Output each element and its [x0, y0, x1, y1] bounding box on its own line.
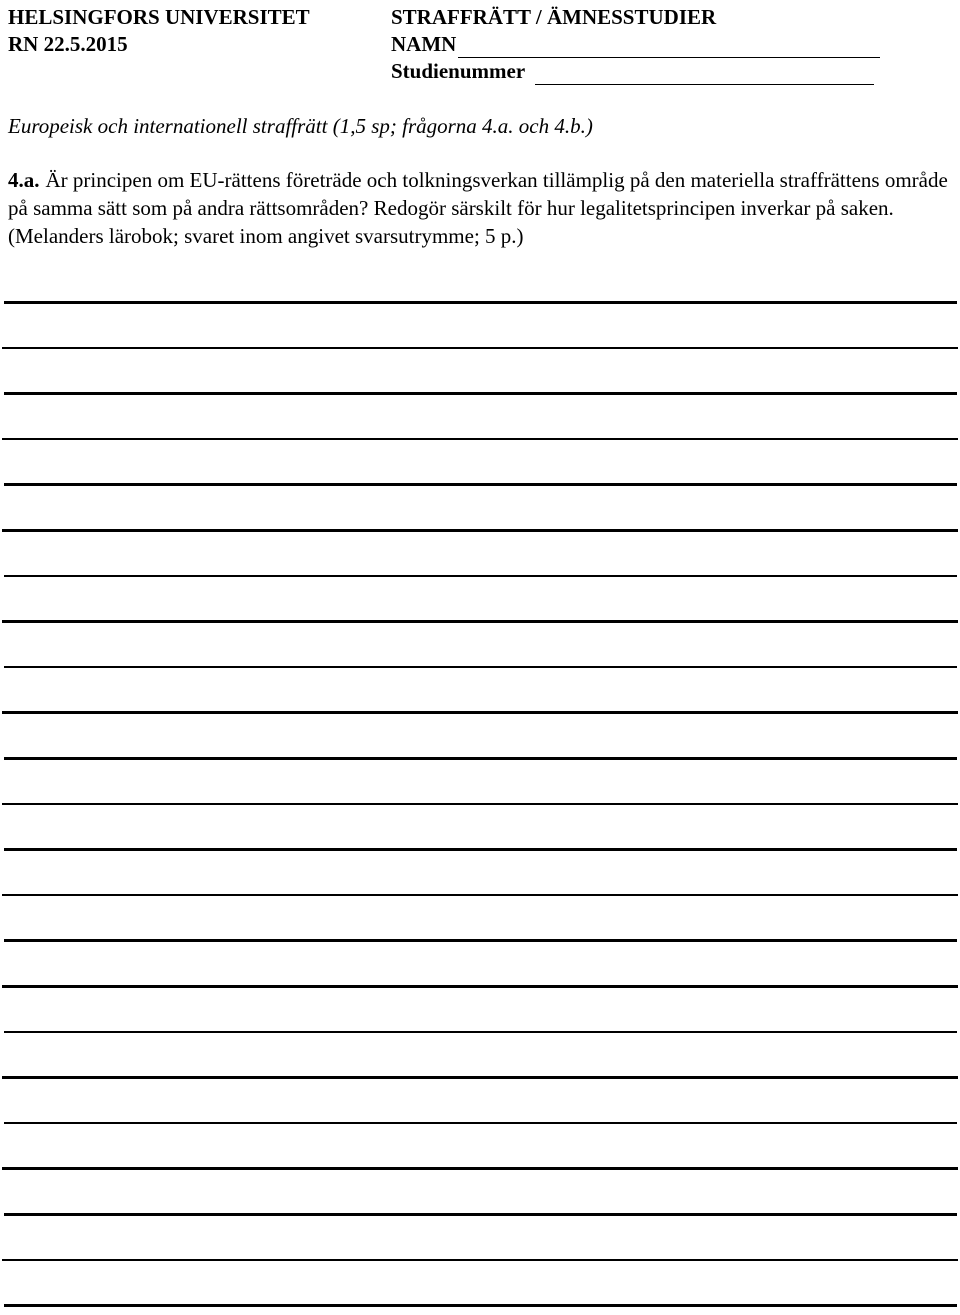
answer-line — [2, 711, 958, 714]
answer-line — [2, 1167, 958, 1170]
exam-date: RN 22.5.2015 — [8, 32, 128, 56]
answer-line — [2, 1259, 958, 1262]
answer-line — [4, 666, 957, 669]
answer-line — [2, 620, 958, 623]
header-left — [8, 4, 310, 58]
answer-line — [4, 575, 957, 578]
student-number-row — [391, 58, 880, 85]
student-number-field[interactable] — [535, 64, 874, 85]
name-field[interactable] — [458, 37, 880, 58]
answer-line — [2, 985, 958, 988]
answer-line — [4, 1031, 957, 1034]
answer-line — [2, 438, 958, 441]
answer-line — [4, 1213, 957, 1216]
answer-line — [4, 757, 957, 760]
answer-line — [4, 939, 957, 942]
subject-title: STRAFFRÄTT / ÄMNESSTUDIER — [391, 5, 717, 29]
answer-line — [4, 848, 957, 851]
student-number-label: Studienummer — [391, 59, 526, 83]
header-right — [391, 4, 880, 85]
answer-line — [2, 1076, 958, 1079]
question-number: 4.a. — [8, 168, 40, 192]
answer-line — [2, 894, 958, 897]
answer-line — [4, 1304, 957, 1307]
answer-line — [2, 347, 958, 350]
question-block — [8, 166, 958, 250]
course-title: Europeisk och internationell straffrätt (1,5 sp; frågorna 4.a. och 4.b.) — [8, 114, 593, 138]
university-name: HELSINGFORS UNIVERSITET — [8, 5, 310, 29]
answer-line — [4, 392, 957, 395]
answer-line — [4, 301, 957, 304]
answer-line — [4, 1122, 957, 1125]
name-label: NAMN — [391, 32, 457, 56]
answer-line — [4, 483, 957, 486]
answer-line — [2, 803, 958, 806]
question-text: Är principen om EU-rättens företräde och tolkningsverkan tillämplig på den materiella straffrättens område på samma sätt som på andra rättsområden? Redogör särskilt för hur legalitetsprincipen inverkar på saken. (Melanders lärobok; svaret inom angivet svarsutrymme; 5 p.) — [8, 168, 948, 248]
answer-line — [2, 529, 958, 532]
name-row — [391, 31, 880, 58]
